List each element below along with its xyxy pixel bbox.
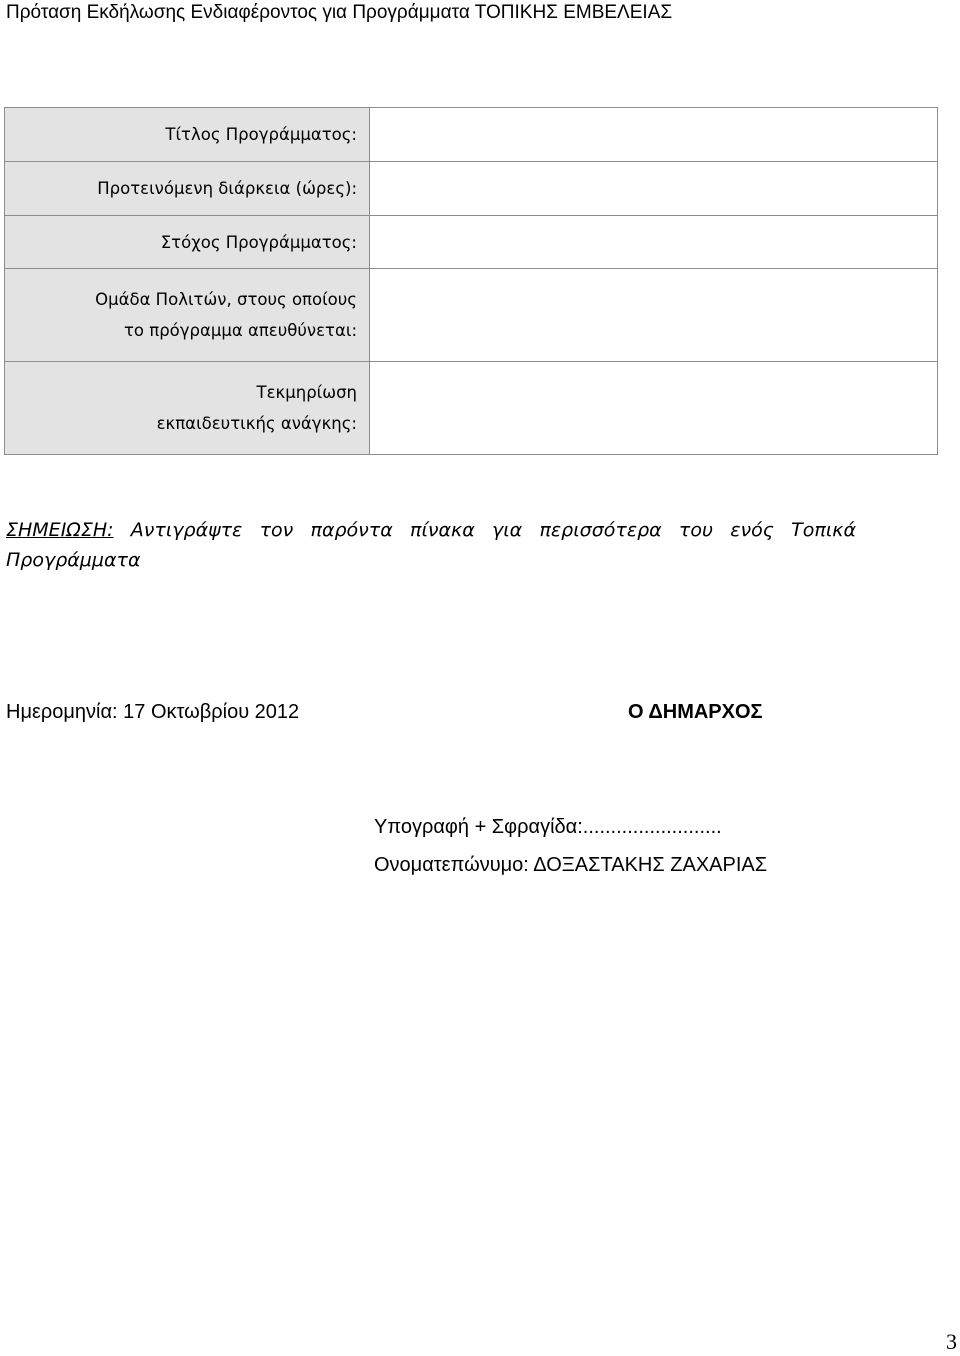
note-text-line1: Αντιγράψτε τον παρόντα πίνακα για περισσότερα του ενός Τοπικά <box>130 519 856 541</box>
form-label-text: Τεκμηρίωση εκπαιδευτικής ανάγκης: <box>156 383 357 433</box>
form-field-program-title[interactable] <box>370 108 938 162</box>
form-label-target-group <box>5 269 370 362</box>
form-label-text: Προτεινόμενη διάρκεια (ώρες): <box>97 179 357 198</box>
form-field-target-group[interactable] <box>370 269 938 362</box>
form-label-text: Στόχος Προγράμματος: <box>160 232 357 252</box>
mayor-title: Ο ΔΗΜΑΡΧΟΣ <box>628 701 763 723</box>
date-line: Ημερομηνία: 17 Οκτωβρίου 2012 <box>6 701 300 723</box>
document-title: Πρόταση Εκδήλωσης Ενδιαφέροντος για Προγράμματα ΤΟΠΙΚΗΣ ΕΜΒΕΛΕΙΑΣ <box>6 2 673 23</box>
form-label-need-justification <box>5 362 370 455</box>
form-label-program-title <box>5 108 370 162</box>
form-field-need-justification[interactable] <box>370 362 938 455</box>
form-label-goal <box>5 216 370 269</box>
form-label-text: Ομάδα Πολιτών, στους οποίους το πρόγραμμα απευθύνεται: <box>95 290 357 340</box>
form-label-text: Τίτλος Προγράμματος: <box>165 125 357 144</box>
note-text-line2: Προγράμματα <box>6 549 141 571</box>
form-label-duration <box>5 162 370 216</box>
form-field-goal[interactable] <box>370 216 938 269</box>
form-row-duration <box>5 162 938 216</box>
signature-stamp-line: Υπογραφή + Σφραγίδα:......................... <box>374 816 722 838</box>
proposal-form-table <box>4 107 938 455</box>
page-number: 3 <box>946 1329 957 1354</box>
form-row-goal <box>5 216 938 269</box>
form-field-duration[interactable] <box>370 162 938 216</box>
form-row-target-group <box>5 269 938 362</box>
form-row-need-justification <box>5 362 938 455</box>
full-name-line: Ονοματεπώνυμο: ΔΟΞΑΣΤΑΚΗΣ ΖΑΧΑΡΙΑΣ <box>374 854 768 876</box>
note-label: ΣΗΜΕΙΩΣΗ: <box>6 519 114 541</box>
note-paragraph <box>6 515 856 545</box>
form-row-program-title <box>5 108 938 162</box>
